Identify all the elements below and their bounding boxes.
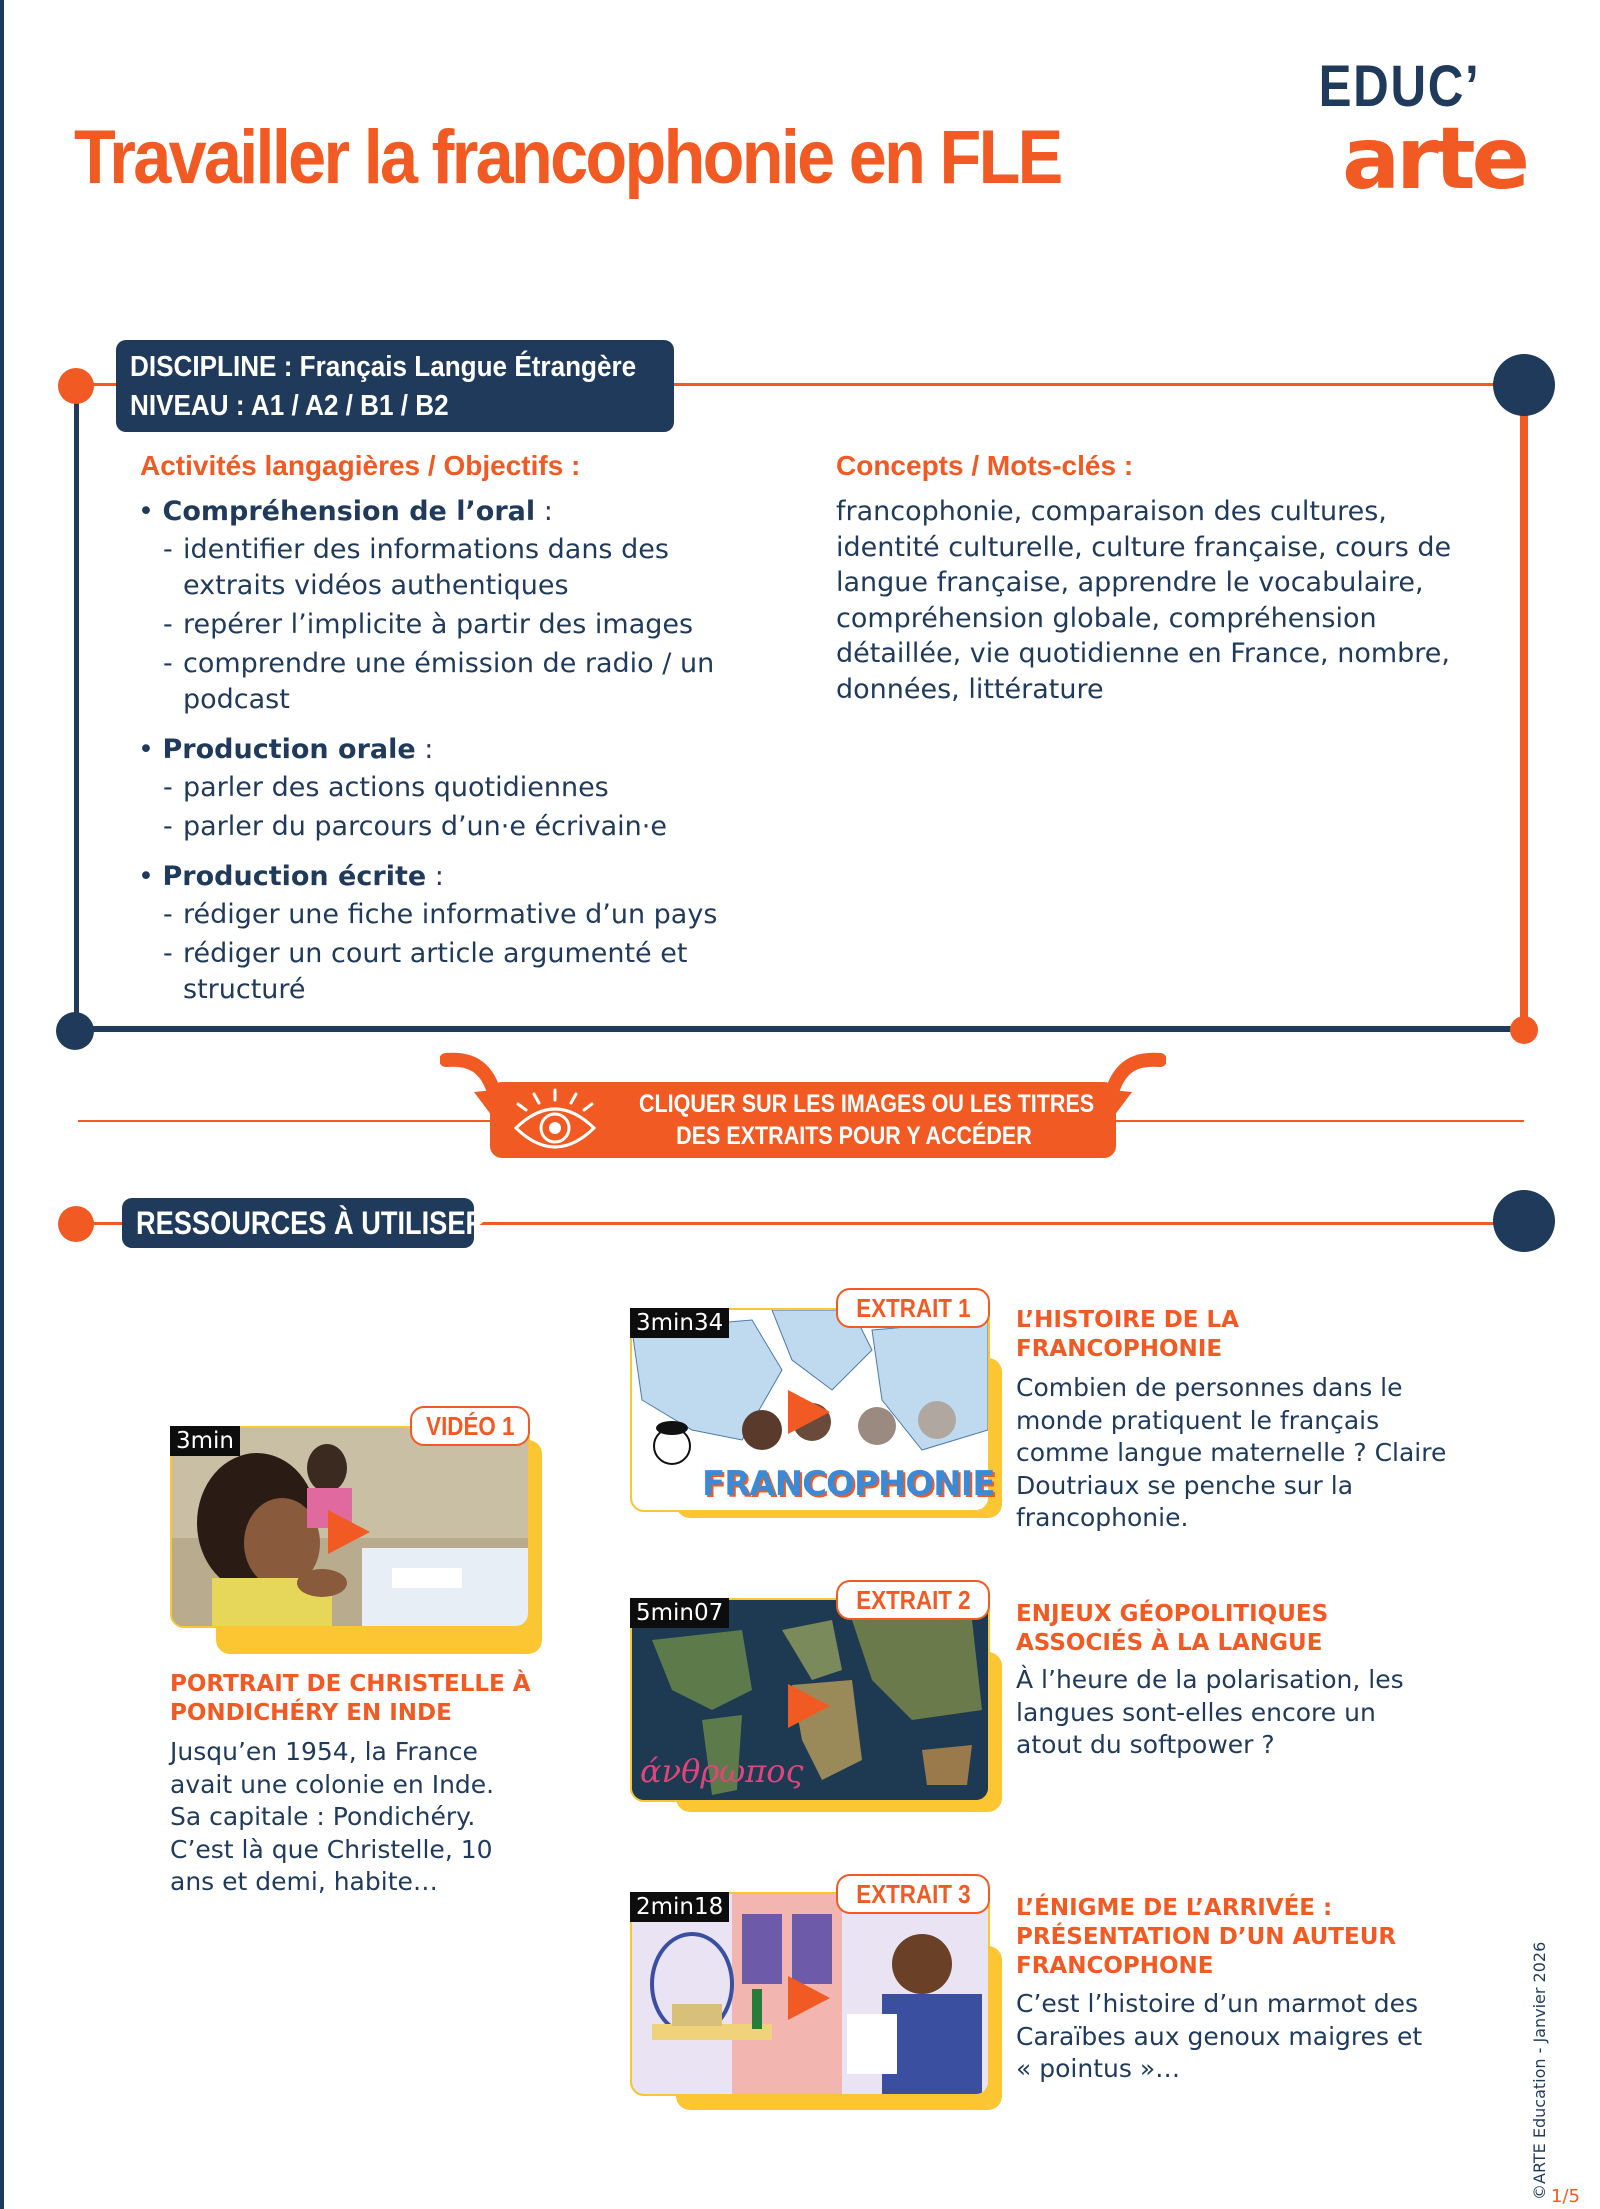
concepts-title: Concepts / Mots-clés : xyxy=(836,450,1134,481)
objective-item: - identifier des informations dans des extraits vidéos authentiques xyxy=(138,532,778,604)
objective-item: - rédiger un court article argumenté et structuré xyxy=(138,936,778,1008)
extract-2-tag: EXTRAIT 2 xyxy=(836,1580,990,1620)
extract-3-tag: EXTRAIT 3 xyxy=(836,1874,990,1914)
banner-line-1: CLIQUER SUR LES IMAGES OU LES TITRES xyxy=(639,1090,1095,1118)
video-1-tag: VIDÉO 1 xyxy=(410,1406,530,1446)
resources-dot-left xyxy=(58,1206,94,1242)
extract-3-card[interactable] xyxy=(620,1866,1020,2126)
extract-2-card[interactable] xyxy=(620,1572,1020,1832)
click-instructions-banner xyxy=(490,1082,1116,1158)
objective-group: • Production écrite : - rédiger une fiche informative d’un pays - rédiger un court article argumenté et structuré xyxy=(138,859,778,1008)
objectives-title: Activités langagières / Objectifs : xyxy=(140,450,581,481)
video-1-description: Jusqu’en 1954, la France avait une colonie en Inde. Sa capitale : Pondichéry. C’est là que Christelle, 10 ans et demi, habite… xyxy=(170,1737,495,1896)
copyright-credit: ©ARTE Education - Janvier 2026 xyxy=(1530,1941,1549,2200)
objective-item: - parler des actions quotidiennes xyxy=(138,770,778,806)
objective-item: - repérer l’implicite à partir des images xyxy=(138,607,778,643)
page-left-border xyxy=(0,0,4,2209)
objectives-list xyxy=(138,494,778,1022)
video-1-card[interactable] xyxy=(160,1400,560,1660)
video-1-duration: 3min xyxy=(170,1426,240,1456)
box-bottom-line xyxy=(76,1026,1526,1032)
extract-1-duration: 3min34 xyxy=(630,1308,729,1338)
extract-3-description: C’est l’histoire d’un marmot des Caraïbes aux genoux maigres et « pointus »… xyxy=(1016,1989,1423,2083)
box-dot-bottom-left xyxy=(56,1012,94,1050)
extract-3-title[interactable]: L’ÉNIGME DE L’ARRIVÉE : PRÉSENTATION D’UN AUTEUR FRANCOPHONE xyxy=(1016,1895,1397,1979)
extract-3-duration: 2min18 xyxy=(630,1892,729,1922)
objective-group-head: Production orale xyxy=(162,734,416,765)
extract-1-card[interactable] xyxy=(620,1278,1020,1538)
objective-item: - comprendre une émission de radio / un podcast xyxy=(138,646,778,718)
banner-line-2: DES EXTRAITS POUR Y ACCÉDER xyxy=(676,1122,1032,1150)
level-line: NIVEAU : A1 / A2 / B1 / B2 xyxy=(130,390,449,422)
play-icon[interactable] xyxy=(788,1390,830,1434)
extract-2-duration: 5min07 xyxy=(630,1598,729,1628)
objective-group-head: Compréhension de l’oral xyxy=(162,496,536,527)
extract-1-image-caption: FRANCOPHONIE xyxy=(702,1464,995,1504)
box-left-line xyxy=(74,385,79,1030)
concepts-text: francophonie, comparaison des cultures, identité culturelle, culture française, cours de langue française, apprendre le vocabulaire, compréhension globale, compréhension détaillée, vie quotidienne en France, nombre, données, littérature xyxy=(836,496,1452,705)
discipline-line: DISCIPLINE : Français Langue Étrangère xyxy=(130,351,637,383)
objective-item: - rédiger une fiche informative d’un pays xyxy=(138,897,778,933)
objective-item: - parler du parcours d’un·e écrivain·e xyxy=(138,809,778,845)
extract-1-title[interactable]: L’HISTOIRE DE LA FRANCOPHONIE xyxy=(1016,1307,1239,1362)
extract-2-description: À l’heure de la polarisation, les langues sont-elles encore un atout du softpower ? xyxy=(1016,1665,1404,1759)
eye-icon xyxy=(510,1086,600,1154)
box-dot-top-left xyxy=(58,368,94,404)
play-icon[interactable] xyxy=(788,1684,830,1728)
extract-1-tag: EXTRAIT 1 xyxy=(836,1288,990,1328)
page-number: 1/5 xyxy=(1551,2186,1580,2207)
logo-arte-text: arte xyxy=(1342,109,1526,209)
play-icon[interactable] xyxy=(788,1976,830,2020)
educ-arte-logo[interactable] xyxy=(1270,54,1530,209)
resources-title: RESSOURCES À UTILISER xyxy=(122,1198,474,1248)
objective-group: • Compréhension de l’oral : - identifier des informations dans des extraits vidéos authentiques - repérer l’implicite à partir des images - comprendre une émission de radio / un podcast xyxy=(138,494,778,718)
logo-educ-text: EDUC’ xyxy=(1318,54,1480,119)
extract-1-description: Combien de personnes dans le monde pratiquent le français comme langue maternelle ? Claire Doutriaux se penche sur la francophonie. xyxy=(1016,1373,1447,1532)
box-right-line xyxy=(1520,386,1528,1030)
objective-group-head: Production écrite xyxy=(162,861,427,892)
extract-2-image-caption: άνθρωπος xyxy=(640,1752,804,1790)
discipline-badge xyxy=(116,340,674,432)
objective-group: • Production orale : - parler des actions quotidiennes - parler du parcours d’un·e écrivain·e xyxy=(138,732,778,845)
video-1-title[interactable]: PORTRAIT DE CHRISTELLE À PONDICHÉRY EN INDE xyxy=(170,1671,531,1726)
page-title: Travailler la francophonie en FLE xyxy=(74,115,1061,200)
play-icon[interactable] xyxy=(328,1510,370,1554)
resources-dot-right xyxy=(1493,1190,1555,1252)
extract-2-title[interactable]: ENJEUX GÉOPOLITIQUES ASSOCIÉS À LA LANGUE xyxy=(1016,1601,1329,1656)
box-dot-bottom-right xyxy=(1510,1016,1538,1044)
box-dot-top-right xyxy=(1493,354,1555,416)
